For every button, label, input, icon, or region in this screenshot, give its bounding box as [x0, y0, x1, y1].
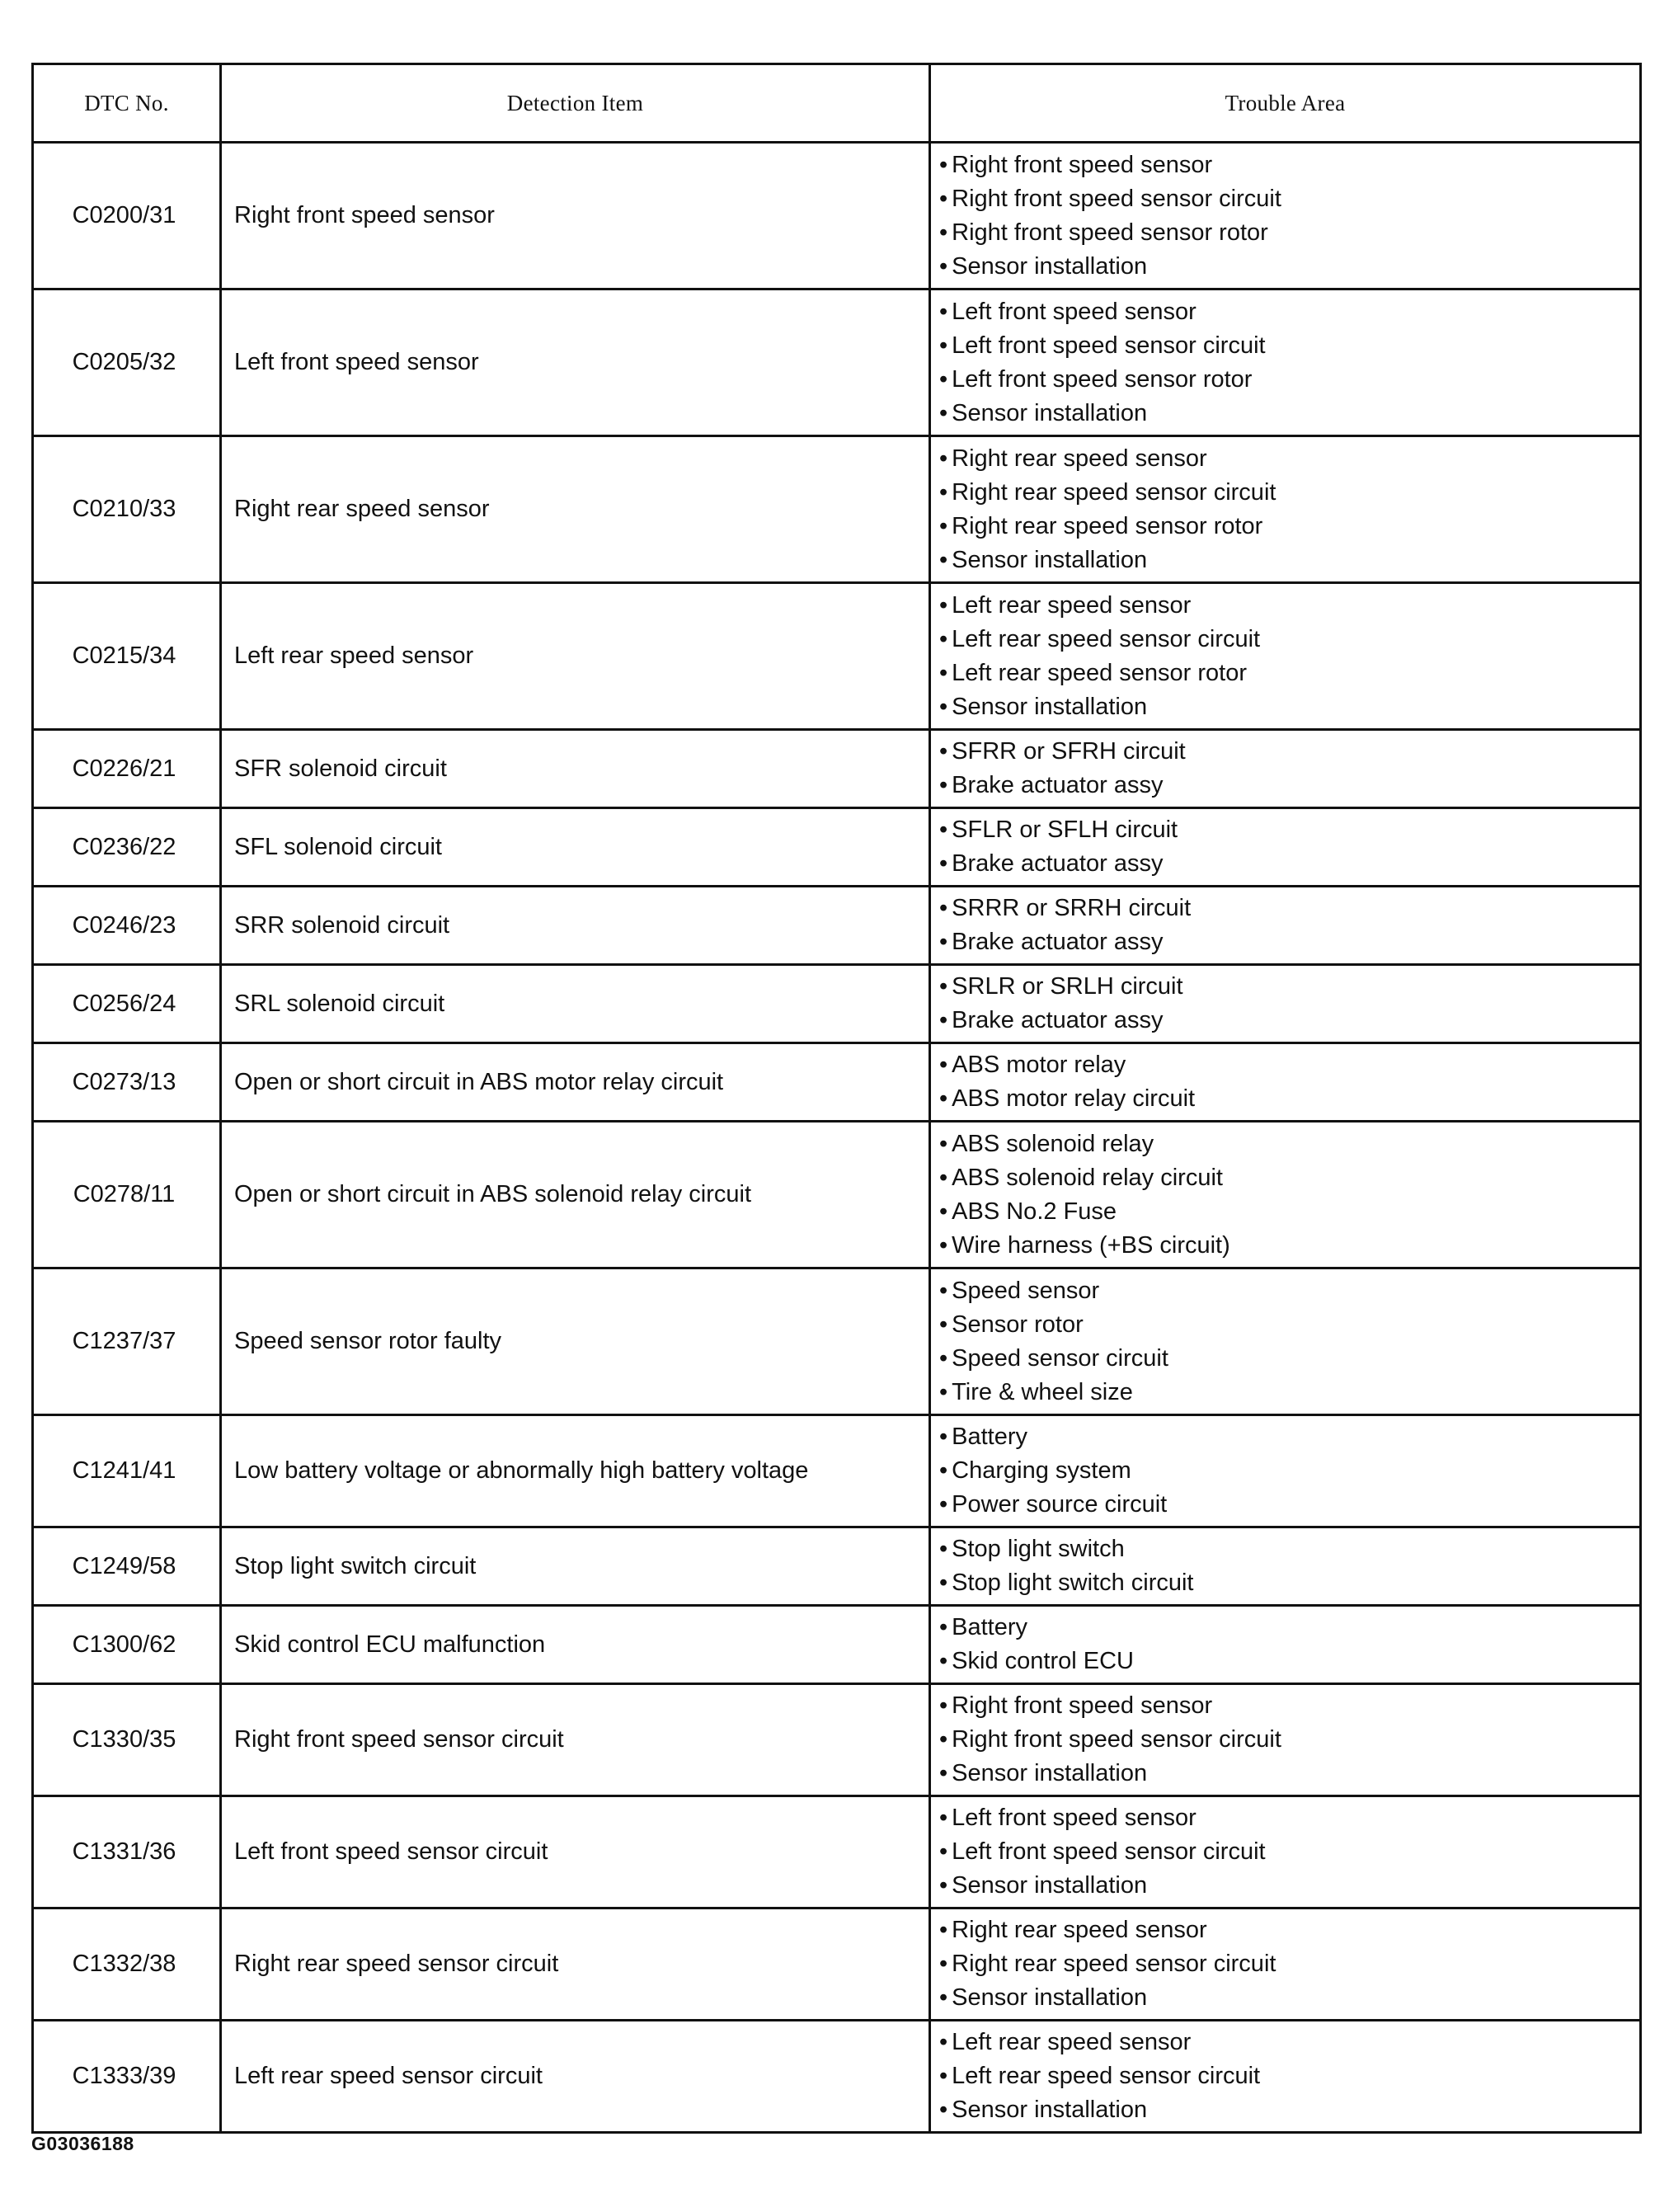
trouble-area-cell	[930, 2021, 1641, 2133]
detection-item-cell: SRL solenoid circuit	[221, 965, 930, 1043]
trouble-area-item: • ABS solenoid relay circuit	[939, 1161, 1639, 1195]
trouble-area-item: • Right rear speed sensor	[939, 1913, 1639, 1947]
table-row	[33, 143, 1641, 289]
table-body	[33, 143, 1641, 2133]
trouble-area-item: • Speed sensor circuit	[939, 1342, 1639, 1376]
trouble-area-item: • Sensor installation	[939, 2093, 1639, 2127]
trouble-area-cell	[930, 965, 1641, 1043]
detection-item-cell: Left rear speed sensor circuit	[221, 2021, 930, 2133]
dtc-code-cell: C1332/38	[33, 1908, 221, 2021]
trouble-area-item: • Right front speed sensor	[939, 1689, 1639, 1723]
trouble-area-cell	[930, 1908, 1641, 2021]
table-row	[33, 289, 1641, 436]
detection-item-cell: Right rear speed sensor circuit	[221, 1908, 930, 2021]
trouble-area-item: • Charging system	[939, 1454, 1639, 1488]
table-row	[33, 1527, 1641, 1606]
detection-item-cell: Left front speed sensor	[221, 289, 930, 436]
trouble-area-item: • Battery	[939, 1420, 1639, 1454]
trouble-area-item: • Battery	[939, 1611, 1639, 1645]
dtc-code-cell: C0273/13	[33, 1043, 221, 1122]
trouble-area-item: • Left rear speed sensor circuit	[939, 2059, 1639, 2093]
detection-item-cell: Left rear speed sensor	[221, 583, 930, 730]
trouble-area-item: • Stop light switch circuit	[939, 1566, 1639, 1600]
table-row	[33, 1122, 1641, 1268]
trouble-area-cell	[930, 436, 1641, 583]
trouble-area-cell	[930, 730, 1641, 808]
trouble-area-item: • Sensor rotor	[939, 1308, 1639, 1342]
trouble-area-item: • Sensor installation	[939, 690, 1639, 724]
trouble-area-cell	[930, 1415, 1641, 1527]
trouble-area-item: • Left front speed sensor rotor	[939, 363, 1639, 397]
dtc-code-cell: C0226/21	[33, 730, 221, 808]
trouble-area-item: • SFLR or SFLH circuit	[939, 813, 1639, 847]
trouble-area-cell	[930, 583, 1641, 730]
table-row	[33, 1415, 1641, 1527]
trouble-area-item: • Left rear speed sensor rotor	[939, 657, 1639, 690]
table-row	[33, 2021, 1641, 2133]
trouble-area-item: • SRRR or SRRH circuit	[939, 892, 1639, 925]
trouble-area-item: • Wire harness (+BS circuit)	[939, 1229, 1639, 1263]
dtc-code-cell: C1249/58	[33, 1527, 221, 1606]
trouble-area-item: • Brake actuator assy	[939, 1004, 1639, 1038]
trouble-area-item: • Left rear speed sensor	[939, 589, 1639, 623]
trouble-area-item: • ABS solenoid relay	[939, 1127, 1639, 1161]
table-row	[33, 1043, 1641, 1122]
trouble-area-item: • Left rear speed sensor circuit	[939, 623, 1639, 657]
table-row	[33, 1796, 1641, 1908]
detection-item-cell: Left front speed sensor circuit	[221, 1796, 930, 1908]
trouble-area-item: • Brake actuator assy	[939, 847, 1639, 881]
detection-item-cell: SFR solenoid circuit	[221, 730, 930, 808]
table-row	[33, 887, 1641, 965]
dtc-code-cell: C0278/11	[33, 1122, 221, 1268]
trouble-area-item: • Right front speed sensor circuit	[939, 1723, 1639, 1757]
dtc-code-cell: C1331/36	[33, 1796, 221, 1908]
trouble-area-item: • Left front speed sensor	[939, 1801, 1639, 1835]
trouble-area-item: • Left rear speed sensor	[939, 2026, 1639, 2059]
trouble-area-item: • Right front speed sensor rotor	[939, 216, 1639, 250]
table-row	[33, 965, 1641, 1043]
table-row	[33, 1908, 1641, 2021]
trouble-area-item: • Sensor installation	[939, 544, 1639, 577]
dtc-code-cell: C0205/32	[33, 289, 221, 436]
trouble-area-item: • Sensor installation	[939, 397, 1639, 431]
dtc-code-cell: C1237/37	[33, 1268, 221, 1415]
detection-item-cell: Stop light switch circuit	[221, 1527, 930, 1606]
trouble-area-item: • ABS No.2 Fuse	[939, 1195, 1639, 1229]
trouble-area-item: • Sensor installation	[939, 1981, 1639, 2015]
table-row	[33, 1268, 1641, 1415]
table-row	[33, 730, 1641, 808]
trouble-area-item: • Speed sensor	[939, 1274, 1639, 1308]
trouble-area-item: • Left front speed sensor	[939, 295, 1639, 329]
trouble-area-item: • ABS motor relay circuit	[939, 1082, 1639, 1116]
trouble-area-item: • Sensor installation	[939, 1869, 1639, 1903]
trouble-area-item: • Left front speed sensor circuit	[939, 1835, 1639, 1869]
trouble-area-item: • Right rear speed sensor circuit	[939, 476, 1639, 510]
trouble-area-cell	[930, 1122, 1641, 1268]
trouble-area-item: • Right rear speed sensor circuit	[939, 1947, 1639, 1981]
figure-id: G03036188	[31, 2133, 134, 2154]
trouble-area-item: • Sensor installation	[939, 250, 1639, 284]
dtc-code-cell: C1241/41	[33, 1415, 221, 1527]
trouble-area-item: • Sensor installation	[939, 1757, 1639, 1791]
trouble-area-cell	[930, 808, 1641, 887]
detection-item-cell: Low battery voltage or abnormally high battery voltage	[221, 1415, 930, 1527]
dtc-code-cell: C0215/34	[33, 583, 221, 730]
trouble-area-item: • Right rear speed sensor	[939, 442, 1639, 476]
trouble-area-item: • SFRR or SFRH circuit	[939, 735, 1639, 769]
dtc-code-cell: C1333/39	[33, 2021, 221, 2133]
dtc-code-cell: C0200/31	[33, 143, 221, 289]
trouble-area-item: • Right front speed sensor	[939, 148, 1639, 182]
dtc-code-cell: C1300/62	[33, 1606, 221, 1684]
table-row	[33, 808, 1641, 887]
dtc-code-cell: C0256/24	[33, 965, 221, 1043]
detection-item-cell: Speed sensor rotor faulty	[221, 1268, 930, 1415]
trouble-area-cell	[930, 1796, 1641, 1908]
trouble-area-cell	[930, 887, 1641, 965]
trouble-area-item: • Stop light switch	[939, 1532, 1639, 1566]
trouble-area-cell	[930, 289, 1641, 436]
trouble-area-item: • Skid control ECU	[939, 1645, 1639, 1678]
dtc-code-cell: C1330/35	[33, 1684, 221, 1796]
trouble-area-cell	[930, 143, 1641, 289]
trouble-area-item: • Brake actuator assy	[939, 925, 1639, 959]
header-trouble-area: Trouble Area	[930, 64, 1641, 143]
table-row	[33, 583, 1641, 730]
detection-item-cell: Open or short circuit in ABS motor relay circuit	[221, 1043, 930, 1122]
detection-item-cell: SFL solenoid circuit	[221, 808, 930, 887]
detection-item-cell: Right rear speed sensor	[221, 436, 930, 583]
dtc-code-cell: C0246/23	[33, 887, 221, 965]
table-row	[33, 1606, 1641, 1684]
detection-item-cell: Right front speed sensor circuit	[221, 1684, 930, 1796]
table-header-row	[33, 64, 1641, 143]
detection-item-cell: Open or short circuit in ABS solenoid relay circuit	[221, 1122, 930, 1268]
trouble-area-cell	[930, 1043, 1641, 1122]
trouble-area-item: • Tire & wheel size	[939, 1376, 1639, 1410]
detection-item-cell: SRR solenoid circuit	[221, 887, 930, 965]
trouble-area-cell	[930, 1527, 1641, 1606]
table-row	[33, 1684, 1641, 1796]
trouble-area-cell	[930, 1268, 1641, 1415]
trouble-area-item: • Left front speed sensor circuit	[939, 329, 1639, 363]
dtc-code-cell: C0236/22	[33, 808, 221, 887]
dtc-table	[31, 63, 1642, 2134]
trouble-area-item: • ABS motor relay	[939, 1048, 1639, 1082]
header-detection-item: Detection Item	[221, 64, 930, 143]
trouble-area-item: • SRLR or SRLH circuit	[939, 970, 1639, 1004]
trouble-area-item: • Right front speed sensor circuit	[939, 182, 1639, 216]
detection-item-cell: Skid control ECU malfunction	[221, 1606, 930, 1684]
table-row	[33, 436, 1641, 583]
detection-item-cell: Right front speed sensor	[221, 143, 930, 289]
trouble-area-cell	[930, 1684, 1641, 1796]
header-dtc-no: DTC No.	[33, 64, 221, 143]
trouble-area-cell	[930, 1606, 1641, 1684]
trouble-area-item: • Right rear speed sensor rotor	[939, 510, 1639, 544]
trouble-area-item: • Power source circuit	[939, 1488, 1639, 1522]
trouble-area-item: • Brake actuator assy	[939, 769, 1639, 802]
dtc-code-cell: C0210/33	[33, 436, 221, 583]
